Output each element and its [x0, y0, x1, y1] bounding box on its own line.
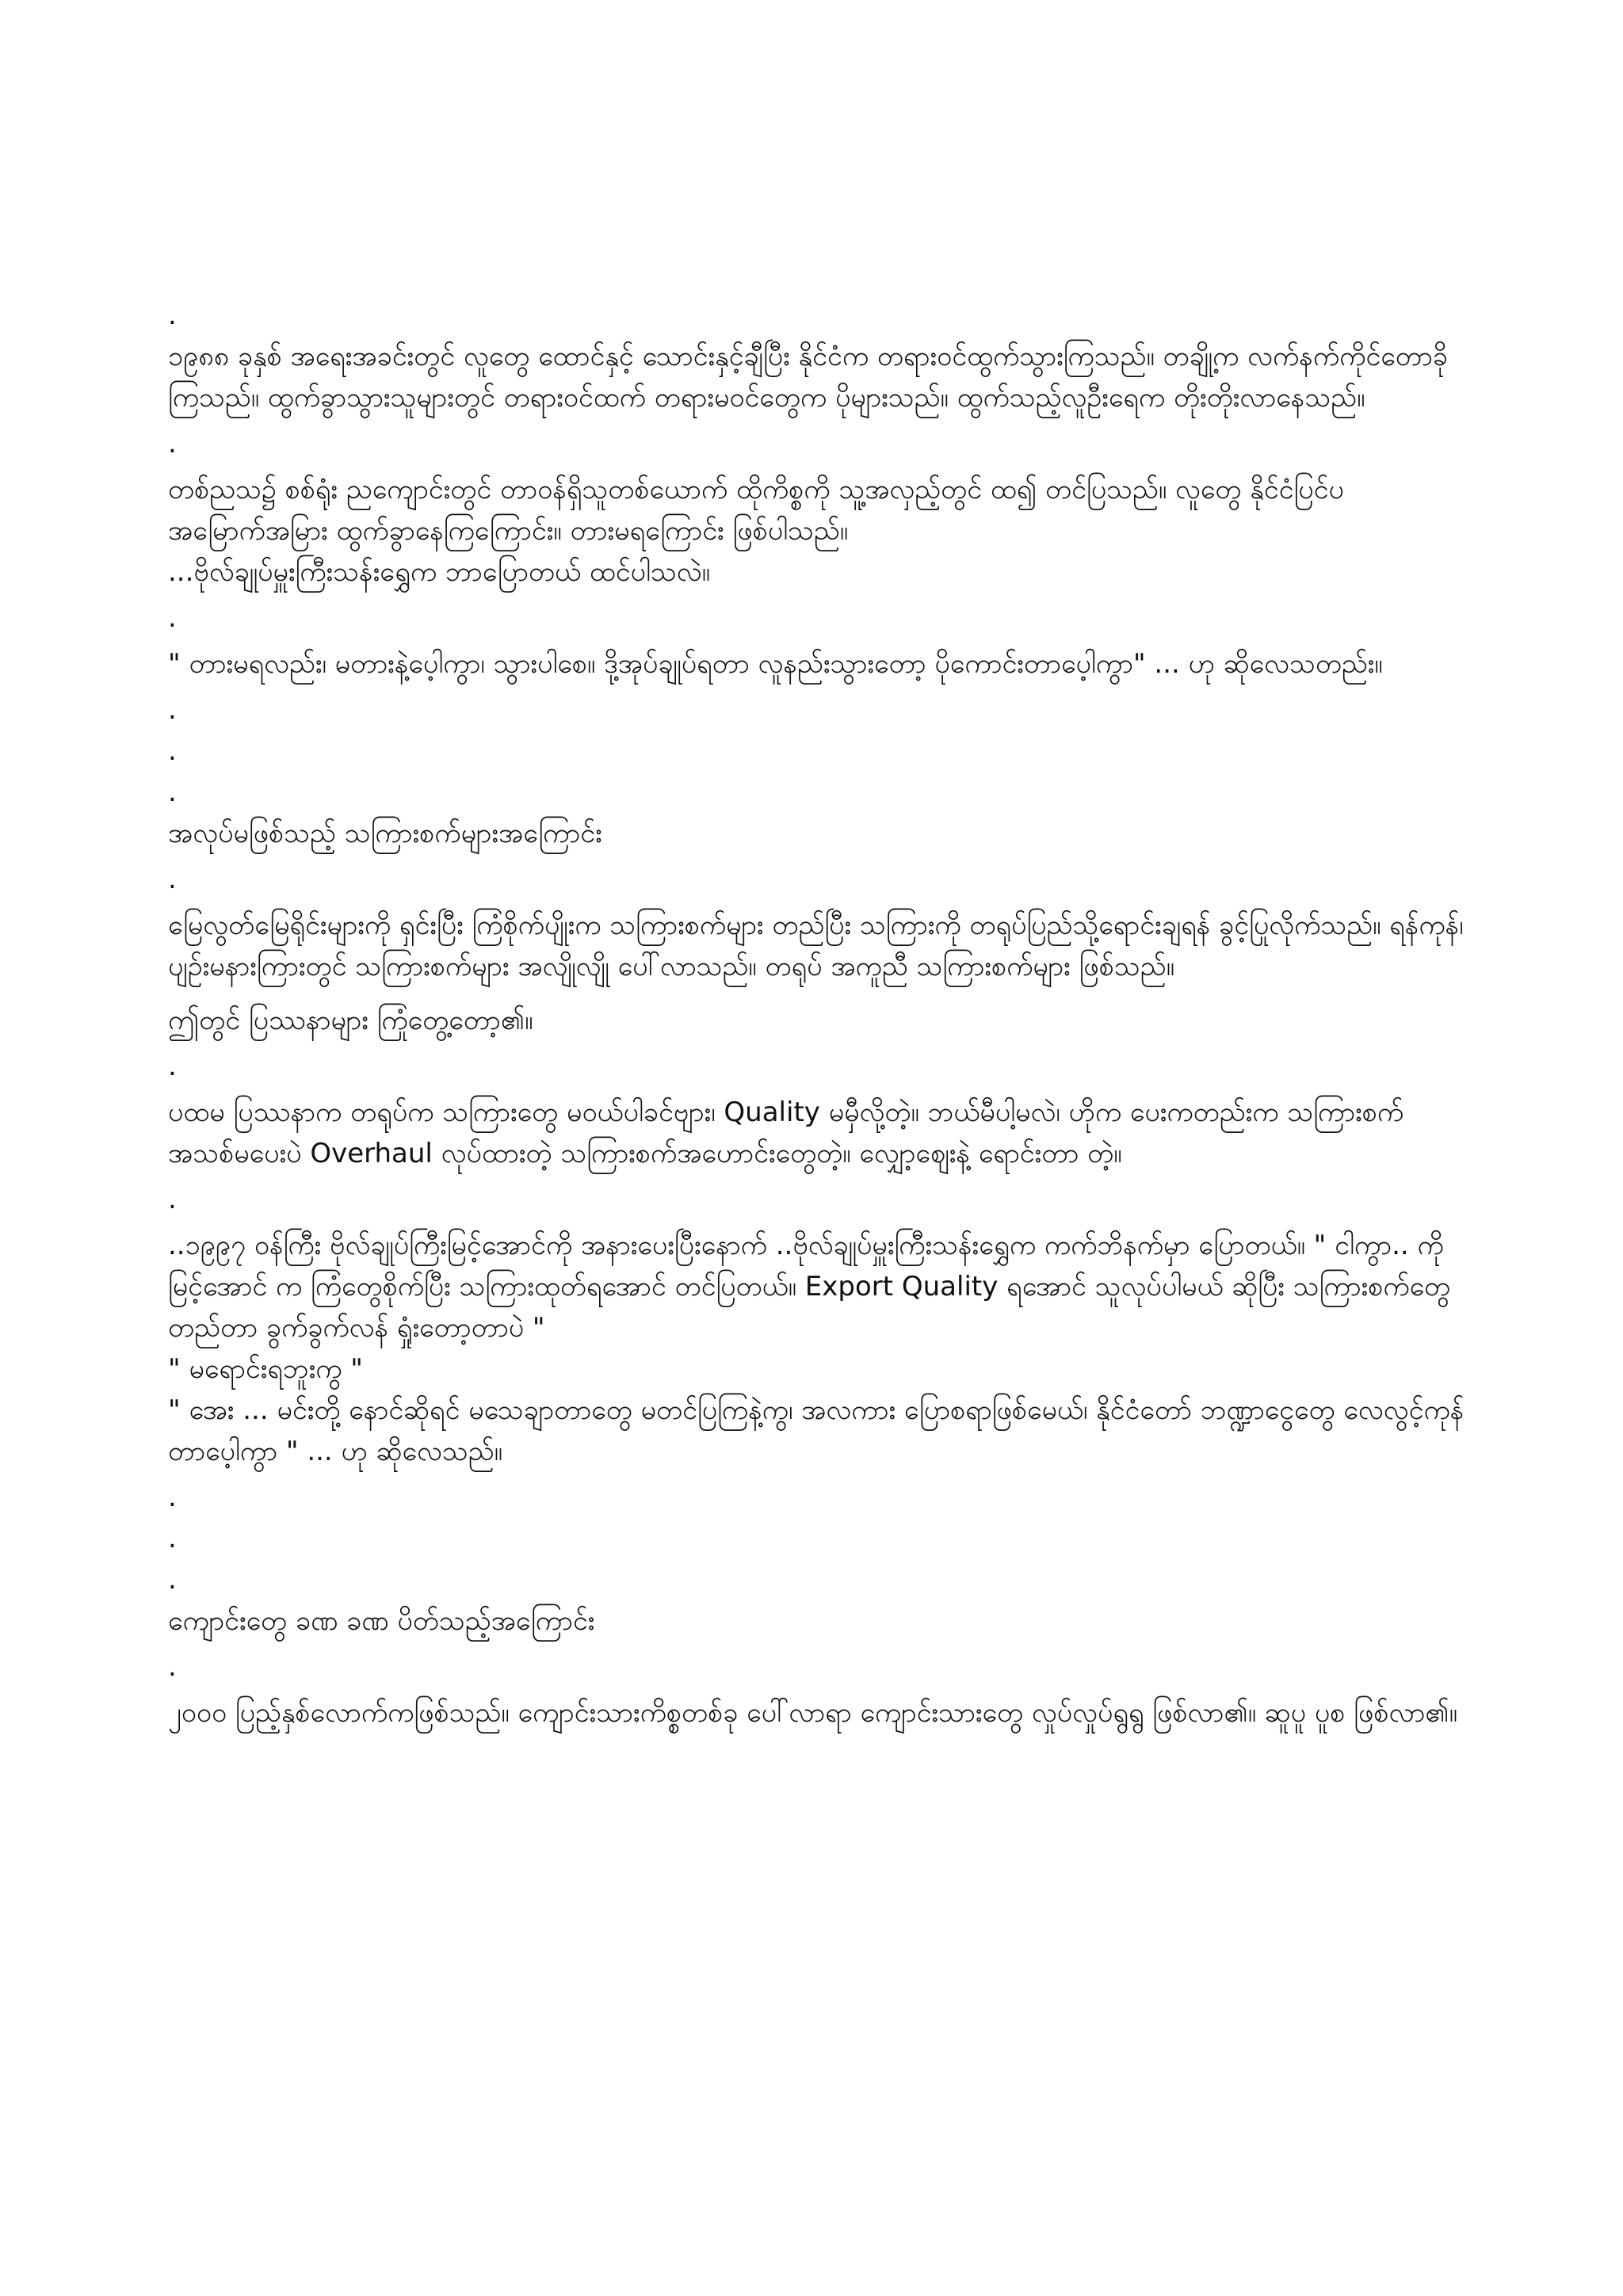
separator-dot: . [168, 1184, 177, 1215]
paragraph-year-2000-students: ၂၀၀၀ ပြည့်နှစ်လောက်ကဖြစ်သည်။ ကျောင်းသားကိစ္စတစ်ခု ပေါ်လာရာ ကျောင်းသားတွေ လှုပ်လှုပ်ရွရွ ဖြစ်လာ၏။ ဆူပူ ပူစ ဖြစ်လာ၏။ [168, 1697, 1457, 1729]
separator-dot: . [168, 776, 177, 808]
separator-dot: . [168, 1564, 177, 1596]
heading-schools-closed: ကျောင်းတွေ ခဏ ခဏ ပိတ်သည့်အကြောင်း [168, 1605, 595, 1637]
paragraph-first-problem-quality: ပထမ ပြဿနာက တရုပ်က သကြားတွေ မဝယ်ပါခင်ဗျား၊ Quality မမှီလို့တဲ့။ ဘယ်မီပါ့မလဲ၊ ဟိုက ပေးကတည်းက သကြားစက်အသစ်မပေးပဲ Overhaul လုပ်ထားတဲ့ သကြားစက်အဟောင်းတွေတဲ့။ လျှော့ဈေးနဲ့ ရောင်းတာ တဲ့။ [168, 1097, 1404, 1169]
paragraph-1988-uprising: ၁၉၈၈ ခုနှစ် အရေးအခင်းတွင် လူတွေ ထောင်နှင့် သောင်းနှင့်ချီပြီး နိုင်ငံက တရားဝင်ထွက်သွားကြသည်။ တချို့က လက်နက်ကိုင်တောခိုကြသည်။ ထွက်ခွာသွားသူများတွင် တရားဝင်ထက် တရားမဝင်တွေက ပိုများသည်။ ထွက်သည့်လူဦးရေက တိုးတိုးလာနေသည်။ [168, 341, 1448, 414]
separator-dot: . [168, 1051, 177, 1082]
document-page [168, 295, 1472, 1733]
line-cannot-sell: " မရောင်းရဘူးကွ " [168, 1353, 363, 1385]
heading-sugar-mills: အလုပ်မဖြစ်သည့် သကြားစက်များအကြောင်း [168, 818, 602, 849]
separator-dot: . [168, 864, 177, 895]
paragraph-sugar-mills-built: မြေလွတ်မြေရိုင်းများကို ရှင်းပြီး ကြံစိုက်ပျိုးက သကြားစက်များ တည်ပြီး သကြားကို တရုပ်ပြည်သို့ရောင်းချရန် ခွင့်ပြုလိုက်သည်။ ရန်ကုန်၊ ပျဉ်းမနားကြားတွင် သကြားစက်များ အလျိုလျို ပေါ်လာသည်။ တရုပ် အကူညီ သကြားစက်များ ဖြစ်သည်။ [168, 910, 1472, 982]
separator-dot: . [168, 428, 177, 460]
paragraph-quote-let-them-go: " တားမရလည်း၊ မတားနဲ့ပေ့ါကွာ၊ သွားပါစေ။ ဒို့အုပ်ချုပ်ရတာ လူနည်းသွားတော့ ပိုကောင်းတာပေ့ါကွာ" ... ဟု ဆိုလေသတည်း။ [168, 648, 1383, 680]
separator-dot: . [168, 299, 177, 331]
separator-dot: . [168, 694, 177, 726]
separator-dot: . [168, 1651, 177, 1683]
separator-dot: . [168, 1523, 177, 1554]
separator-dot: . [168, 1482, 177, 1513]
line-what-did-he-say: ...ဗိုလ်ချုပ်မှူးကြီးသန်းရွှေက ဘာပြောတယ် ထင်ပါသလဲ။ [168, 556, 710, 588]
separator-dot: . [168, 735, 177, 767]
paragraph-quote-wasted-budget: " အေး ... မင်းတို့ နောင်ဆိုရင် မသေချာတာတွေ မတင်ပြကြနဲ့ကွ၊ အလကား ပြောစရာဖြစ်မေယ်၊ နိုင်ငံတော် ဘဏ္ဍာငွေတွေ လေလွင့်ကုန်တာပေ့ါကွာ " ... ဟု ဆိုလေသည်။ [168, 1394, 1465, 1467]
paragraph-night-school-meeting: တစ်ညသ၌ စစ်ရုံး ညကျောင်းတွင် တာဝန်ရှိသူတစ်ယောက် ထိုကိစ္စကို သူ့အလှည့်တွင် ထ၍ တင်ပြသည်။ လူတွေ နိုင်ငံပြင်ပ အမြောက်အမြား ထွက်ခွာနေကြကြောင်း။ တားမရကြောင်း ဖြစ်ပါသည်။ [168, 474, 1353, 547]
paragraph-1997-cabinet: ..၁၉၉၇ ဝန်ကြီး ဗိုလ်ချုပ်ကြီးမြင့်အောင်ကို အနားပေးပြီးနောက် ..ဗိုလ်ချုပ်မှူးကြီးသန်းရွှေက ကက်ဘိနက်မှာ ပြောတယ်။ " ငါကွာ.. ကိုမြင့်အောင် က ကြံတွေစိုက်ပြီး သကြားထုတ်ရအောင် တင်ပြတယ်။ Export Quality ရအောင် သူလုပ်ပါမယ် ဆိုပြီး သကြားစက်တွေ တည်တာ ခွက်ခွက်လန် ရှုံးတော့တာပဲ " [168, 1230, 1459, 1344]
line-problems-arose: ဤတွင် ပြဿနာများ ကြုံတွေ့တော့၏။ [168, 1005, 533, 1036]
separator-dot: . [168, 602, 177, 634]
